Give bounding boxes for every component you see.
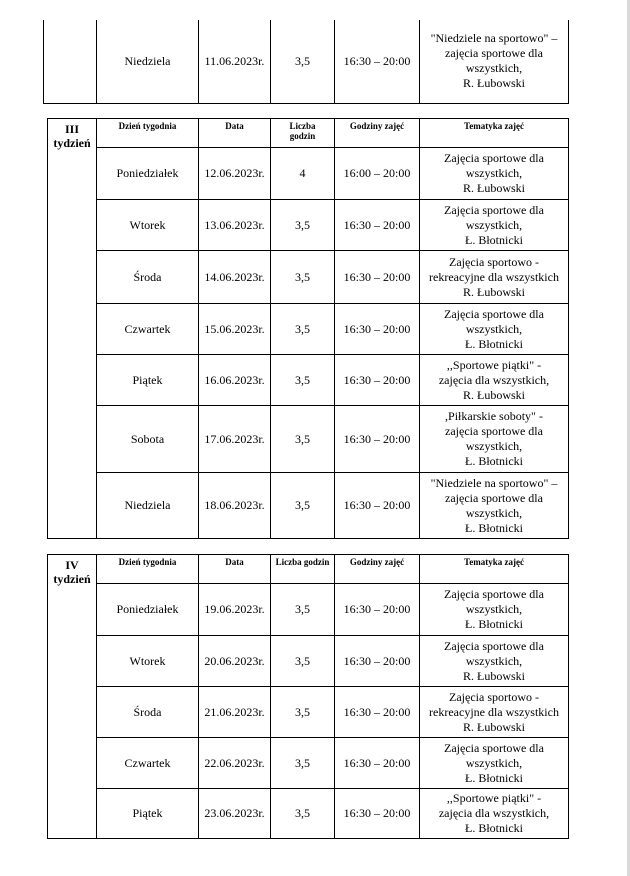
date-cell: 13.06.2023r. — [199, 200, 271, 251]
week3-table — [47, 118, 569, 539]
day-cell: Czwartek — [97, 304, 199, 355]
date-cell: 21.06.2023r. — [199, 687, 271, 738]
header-day: Dzień tygodnia — [97, 555, 199, 584]
table-row — [44, 20, 569, 103]
date-cell: 20.06.2023r. — [199, 636, 271, 687]
header-day: Dzień tygodnia — [97, 119, 199, 148]
header-time: Godziny zajęć — [335, 119, 420, 148]
time-cell: 16:30 – 20:00 — [335, 355, 420, 406]
header-date: Data — [199, 119, 271, 148]
date-cell: 15.06.2023r. — [199, 304, 271, 355]
day-cell: Sobota — [97, 406, 199, 473]
time-cell: 16:30 – 20:00 — [335, 738, 420, 789]
table-row — [48, 148, 569, 200]
date-cell: 12.06.2023r. — [199, 148, 271, 200]
week2-tail-table — [43, 20, 569, 104]
hours-cell: 3,5 — [271, 304, 335, 355]
date-cell: 22.06.2023r. — [199, 738, 271, 789]
header-row — [48, 555, 569, 584]
day-cell: Wtorek — [97, 636, 199, 687]
date-cell: 14.06.2023r. — [199, 251, 271, 304]
topic-cell: ,,Sportowe piątki" - zajęcia dla wszystkich, R. Łubowski — [420, 355, 569, 406]
time-cell: 16:30 – 20:00 — [335, 200, 420, 251]
hours-cell: 3,5 — [271, 251, 335, 304]
date-cell: 17.06.2023r. — [199, 406, 271, 473]
day-cell: Niedziela — [97, 20, 199, 103]
date-cell: 19.06.2023r. — [199, 584, 271, 636]
time-cell: 16:00 – 20:00 — [335, 148, 420, 200]
time-cell: 16:30 – 20:00 — [335, 251, 420, 304]
header-topic: Tematyka zajęć — [420, 555, 569, 584]
table-row — [48, 200, 569, 251]
time-cell: 16:30 – 20:00 — [335, 406, 420, 473]
time-cell: 16:30 – 20:00 — [335, 304, 420, 355]
header-hours: Liczba godzin — [271, 555, 335, 584]
table-row — [48, 355, 569, 406]
hours-cell: 3,5 — [271, 687, 335, 738]
hours-cell: 3,5 — [271, 355, 335, 406]
day-cell: Poniedziałek — [97, 584, 199, 636]
hours-cell: 3,5 — [271, 584, 335, 636]
date-cell: 16.06.2023r. — [199, 355, 271, 406]
topic-cell: "Niedziele na sportowo" – zajęcia sportowe dla wszystkich, Ł. Błotnicki — [420, 473, 569, 539]
table-row — [48, 406, 569, 473]
table-row — [48, 473, 569, 539]
topic-cell: Zajęcia sportowo - rekreacyjne dla wszystkich R. Łubowski — [420, 251, 569, 304]
day-cell: Piątek — [97, 355, 199, 406]
week-label: IV tydzień — [48, 555, 97, 839]
header-topic: Tematyka zajęć — [420, 119, 569, 148]
day-cell: Niedziela — [97, 473, 199, 539]
topic-cell: Zajęcia sportowe dla wszystkich, Ł. Błotnicki — [420, 738, 569, 789]
header-date: Data — [199, 555, 271, 584]
hours-cell: 3,5 — [271, 738, 335, 789]
table-row — [48, 636, 569, 687]
date-cell: 11.06.2023r. — [199, 20, 271, 103]
topic-cell: Zajęcia sportowe dla wszystkich, R. Łubowski — [420, 148, 569, 200]
day-cell: Czwartek — [97, 738, 199, 789]
hours-cell: 3,5 — [271, 406, 335, 473]
week4-table — [47, 554, 569, 839]
header-time: Godziny zajęć — [335, 555, 420, 584]
table-row — [48, 789, 569, 839]
date-cell: 18.06.2023r. — [199, 473, 271, 539]
topic-cell: ,,Sportowe piątki" - zajęcia dla wszystkich, Ł. Błotnicki — [420, 789, 569, 839]
topic-cell: Zajęcia sportowe dla wszystkich, Ł. Błotnicki — [420, 304, 569, 355]
hours-cell: 3,5 — [271, 473, 335, 539]
topic-cell: ,Piłkarskie soboty" - zajęcia sportowe dla wszystkich, Ł. Błotnicki — [420, 406, 569, 473]
week-label-cell — [44, 20, 97, 103]
day-cell: Środa — [97, 687, 199, 738]
header-hours: Liczba godzin — [271, 119, 335, 148]
time-cell: 16:30 – 20:00 — [335, 20, 420, 103]
topic-cell: Zajęcia sportowe dla wszystkich, R. Łubowski — [420, 636, 569, 687]
table-row — [48, 584, 569, 636]
time-cell: 16:30 – 20:00 — [335, 584, 420, 636]
week-label: III tydzień — [48, 119, 97, 539]
time-cell: 16:30 – 20:00 — [335, 636, 420, 687]
day-cell: Piątek — [97, 789, 199, 839]
hours-cell: 3,5 — [271, 789, 335, 839]
date-cell: 23.06.2023r. — [199, 789, 271, 839]
topic-cell: Zajęcia sportowe dla wszystkich, Ł. Błotnicki — [420, 584, 569, 636]
topic-cell: Zajęcia sportowe dla wszystkich, Ł. Błotnicki — [420, 200, 569, 251]
header-row — [48, 119, 569, 148]
hours-cell: 4 — [271, 148, 335, 200]
table-row — [48, 687, 569, 738]
time-cell: 16:30 – 20:00 — [335, 687, 420, 738]
day-cell: Środa — [97, 251, 199, 304]
day-cell: Poniedziałek — [97, 148, 199, 200]
hours-cell: 3,5 — [271, 200, 335, 251]
day-cell: Wtorek — [97, 200, 199, 251]
topic-cell: Zajęcia sportowo - rekreacyjne dla wszystkich R. Łubowski — [420, 687, 569, 738]
table-row — [48, 304, 569, 355]
topic-cell: "Niedziele na sportowo" – zajęcia sportowe dla wszystkich, R. Łubowski — [420, 20, 569, 103]
hours-cell: 3,5 — [271, 636, 335, 687]
table-row — [48, 251, 569, 304]
time-cell: 16:30 – 20:00 — [335, 789, 420, 839]
time-cell: 16:30 – 20:00 — [335, 473, 420, 539]
table-row — [48, 738, 569, 789]
hours-cell: 3,5 — [271, 20, 335, 103]
